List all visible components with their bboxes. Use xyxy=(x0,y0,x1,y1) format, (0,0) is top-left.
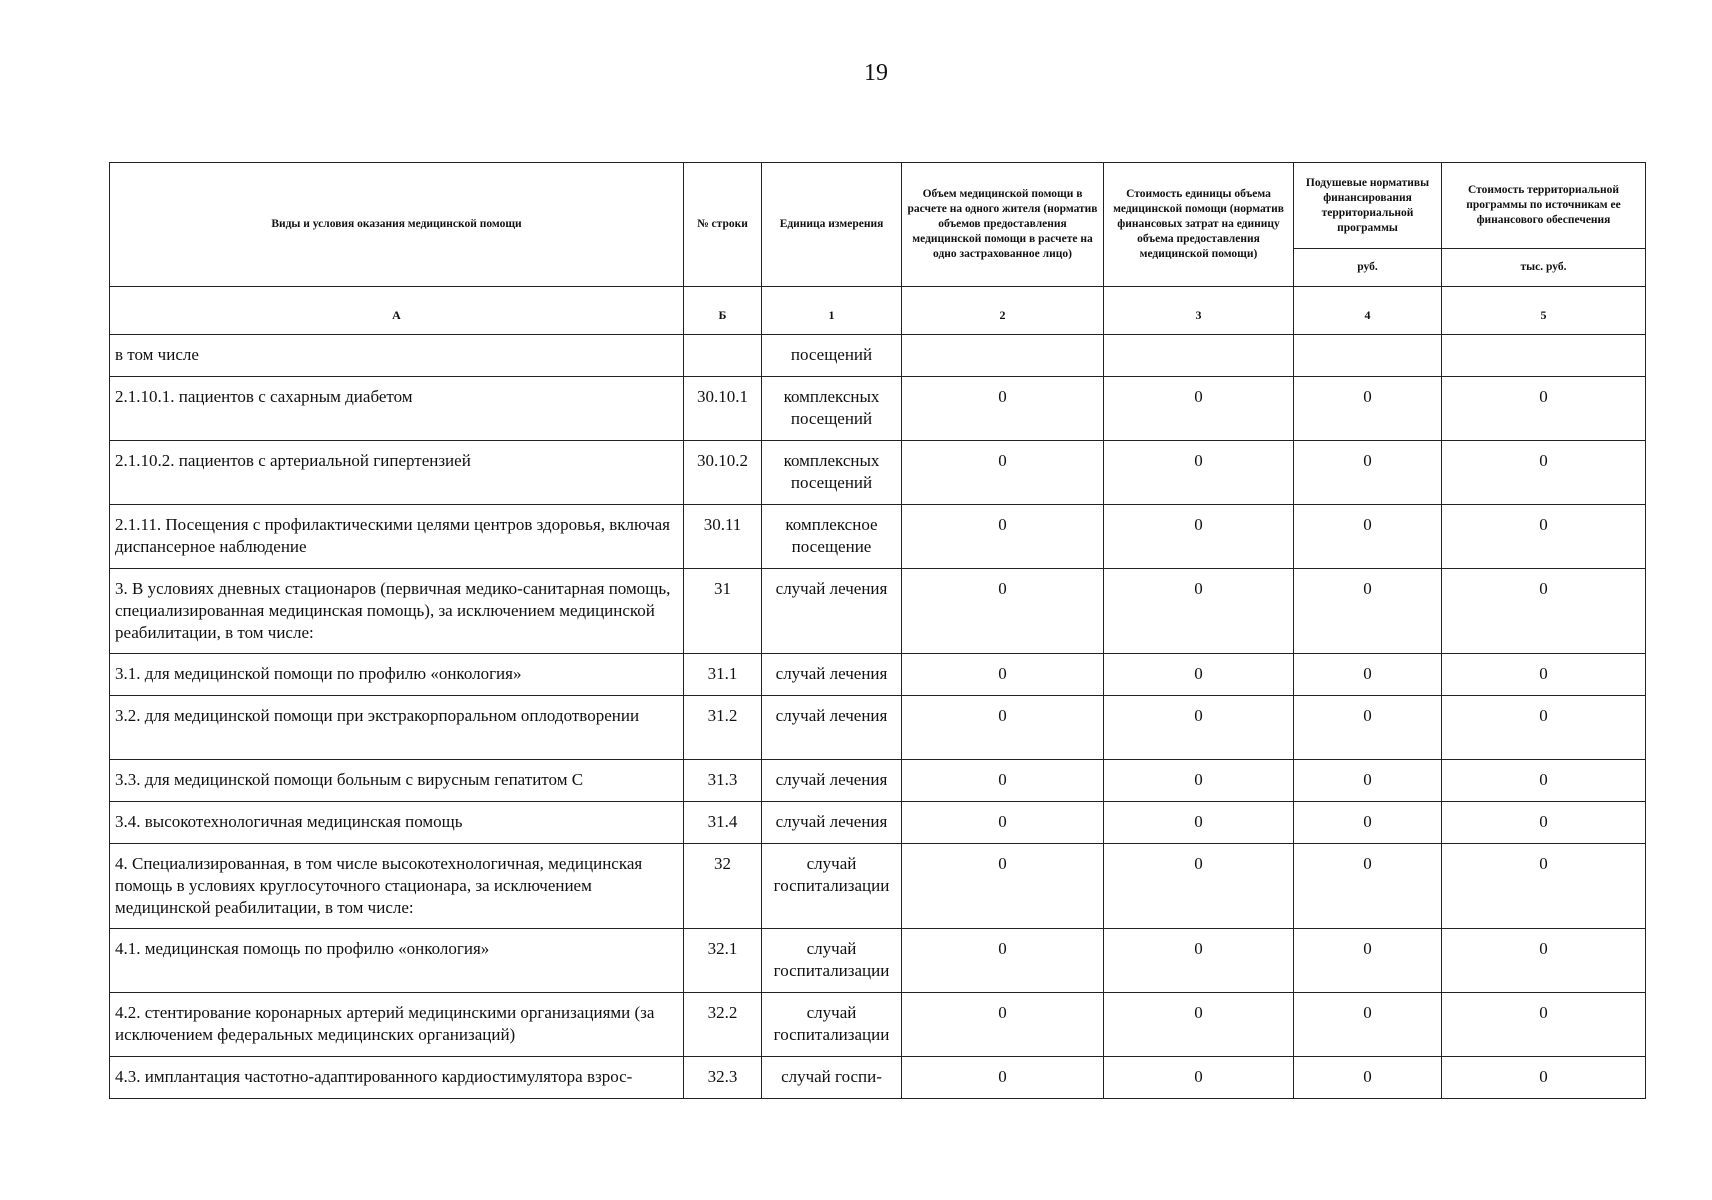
column-number: 3 xyxy=(1104,287,1294,335)
row-unit-cost: 0 xyxy=(1104,505,1294,569)
row-unit: посещений xyxy=(762,335,902,377)
row-unit: случай госпитализации xyxy=(762,844,902,929)
row-per-capita: 0 xyxy=(1294,441,1442,505)
table-row xyxy=(110,569,1646,654)
row-program-cost: 0 xyxy=(1442,844,1646,929)
row-program-cost: 0 xyxy=(1442,1057,1646,1099)
row-unit: комплексных посещений xyxy=(762,441,902,505)
row-unit-cost: 0 xyxy=(1104,441,1294,505)
row-name: 4.3. имплантация частотно-адаптированного кардиостимулятора взрос- xyxy=(110,1057,684,1099)
row-number: 31.1 xyxy=(684,654,762,696)
row-per-capita: 0 xyxy=(1294,929,1442,993)
row-unit-cost: 0 xyxy=(1104,802,1294,844)
row-program-cost: 0 xyxy=(1442,760,1646,802)
row-number: 32.1 xyxy=(684,929,762,993)
row-number: 30.11 xyxy=(684,505,762,569)
row-unit-cost: 0 xyxy=(1104,1057,1294,1099)
table-row xyxy=(110,441,1646,505)
row-name: 3.3. для медицинской помощи больным с вирусным гепатитом С xyxy=(110,760,684,802)
column-number: 2 xyxy=(902,287,1104,335)
table-row xyxy=(110,335,1646,377)
row-number: 31 xyxy=(684,569,762,654)
row-unit: случай лечения xyxy=(762,654,902,696)
row-per-capita: 0 xyxy=(1294,696,1442,760)
row-unit-cost: 0 xyxy=(1104,569,1294,654)
row-volume xyxy=(902,335,1104,377)
row-unit-cost: 0 xyxy=(1104,760,1294,802)
row-volume: 0 xyxy=(902,760,1104,802)
row-per-capita: 0 xyxy=(1294,802,1442,844)
row-name: 3.1. для медицинской помощи по профилю «онкология» xyxy=(110,654,684,696)
row-program-cost xyxy=(1442,335,1646,377)
row-unit-cost: 0 xyxy=(1104,377,1294,441)
row-number: 32.2 xyxy=(684,993,762,1057)
row-unit: случай лечения xyxy=(762,569,902,654)
row-per-capita: 0 xyxy=(1294,505,1442,569)
column-number: А xyxy=(110,287,684,335)
row-per-capita: 0 xyxy=(1294,844,1442,929)
column-number: 5 xyxy=(1442,287,1646,335)
row-unit: случай госпи- xyxy=(762,1057,902,1099)
row-name: 3.4. высокотехнологичная медицинская помощь xyxy=(110,802,684,844)
row-volume: 0 xyxy=(902,929,1104,993)
header-unit-rub: руб. xyxy=(1294,249,1442,287)
table-row xyxy=(110,802,1646,844)
row-volume: 0 xyxy=(902,1057,1104,1099)
row-unit-cost: 0 xyxy=(1104,696,1294,760)
row-name: 4. Специализированная, в том числе высокотехнологичная, медицинская помощь в условиях круглосуточного стационара, за исключением медицинской реабилитации, в том числе: xyxy=(110,844,684,929)
row-unit-cost: 0 xyxy=(1104,993,1294,1057)
table-row xyxy=(110,654,1646,696)
row-unit: случай лечения xyxy=(762,802,902,844)
column-number-row xyxy=(110,287,1646,335)
row-name: 3. В условиях дневных стационаров (первичная медико-санитарная помощь, специализированная медицинская помощь), за исключением медицинской реабилитации, в том числе: xyxy=(110,569,684,654)
row-name: 2.1.10.1. пациентов с сахарным диабетом xyxy=(110,377,684,441)
row-name: в том числе xyxy=(110,335,684,377)
row-unit: случай лечения xyxy=(762,760,902,802)
row-volume: 0 xyxy=(902,505,1104,569)
row-volume: 0 xyxy=(902,844,1104,929)
header-unit-thousand-rub: тыс. руб. xyxy=(1442,249,1646,287)
page-number: 19 xyxy=(864,60,888,86)
header-care-types: Виды и условия оказания медицинской помощи xyxy=(110,163,684,287)
row-name: 2.1.10.2. пациентов с артериальной гипертензией xyxy=(110,441,684,505)
row-volume: 0 xyxy=(902,654,1104,696)
table-row xyxy=(110,993,1646,1057)
table-row xyxy=(110,696,1646,760)
row-number: 31.2 xyxy=(684,696,762,760)
row-volume: 0 xyxy=(902,802,1104,844)
table-row xyxy=(110,760,1646,802)
table-row xyxy=(110,929,1646,993)
row-unit: случай госпитализации xyxy=(762,993,902,1057)
row-volume: 0 xyxy=(902,377,1104,441)
row-name: 3.2. для медицинской помощи при экстракорпоральном оплодотворении xyxy=(110,696,684,760)
row-program-cost: 0 xyxy=(1442,993,1646,1057)
column-number: Б xyxy=(684,287,762,335)
table-row xyxy=(110,377,1646,441)
row-number: 32 xyxy=(684,844,762,929)
row-number: 31.3 xyxy=(684,760,762,802)
header-unit: Единица измерения xyxy=(762,163,902,287)
row-program-cost: 0 xyxy=(1442,696,1646,760)
column-number: 1 xyxy=(762,287,902,335)
row-unit: случай госпитализации xyxy=(762,929,902,993)
row-volume: 0 xyxy=(902,441,1104,505)
row-name: 2.1.11. Посещения с профилактическими целями центров здоровья, включая диспансерное наблюдение xyxy=(110,505,684,569)
row-program-cost: 0 xyxy=(1442,377,1646,441)
row-program-cost: 0 xyxy=(1442,654,1646,696)
row-per-capita: 0 xyxy=(1294,993,1442,1057)
row-per-capita: 0 xyxy=(1294,654,1442,696)
row-unit: комплексных посещений xyxy=(762,377,902,441)
row-per-capita: 0 xyxy=(1294,1057,1442,1099)
row-unit: случай лечения xyxy=(762,696,902,760)
row-per-capita: 0 xyxy=(1294,377,1442,441)
row-unit-cost: 0 xyxy=(1104,654,1294,696)
row-program-cost: 0 xyxy=(1442,802,1646,844)
row-unit: комплексное посещение xyxy=(762,505,902,569)
row-program-cost: 0 xyxy=(1442,441,1646,505)
header-row-number: № строки xyxy=(684,163,762,287)
row-name: 4.1. медицинская помощь по профилю «онкология» xyxy=(110,929,684,993)
row-unit-cost: 0 xyxy=(1104,929,1294,993)
row-number: 30.10.1 xyxy=(684,377,762,441)
header-program-cost: Стоимость территориальной программы по источникам ее финансового обеспечения xyxy=(1442,163,1646,249)
row-number: 32.3 xyxy=(684,1057,762,1099)
financing-table xyxy=(109,162,1646,1099)
row-unit-cost xyxy=(1104,335,1294,377)
row-volume: 0 xyxy=(902,993,1104,1057)
row-program-cost: 0 xyxy=(1442,569,1646,654)
row-volume: 0 xyxy=(902,569,1104,654)
row-volume: 0 xyxy=(902,696,1104,760)
column-number: 4 xyxy=(1294,287,1442,335)
row-per-capita: 0 xyxy=(1294,760,1442,802)
row-unit-cost: 0 xyxy=(1104,844,1294,929)
header-unit-cost: Стоимость единицы объема медицинской помощи (норматив финансовых затрат на единицу объема предоставления медицинской помощи) xyxy=(1104,163,1294,287)
row-program-cost: 0 xyxy=(1442,929,1646,993)
header-volume: Объем медицинской помощи в расчете на одного жителя (норматив объемов предоставления медицинской помощи в расчете на одно застрахованное лицо) xyxy=(902,163,1104,287)
row-per-capita xyxy=(1294,335,1442,377)
table-row xyxy=(110,844,1646,929)
row-number xyxy=(684,335,762,377)
table-row xyxy=(110,505,1646,569)
row-number: 30.10.2 xyxy=(684,441,762,505)
row-number: 31.4 xyxy=(684,802,762,844)
header-per-capita: Подушевые нормативы финансирования территориальной программы xyxy=(1294,163,1442,249)
row-per-capita: 0 xyxy=(1294,569,1442,654)
row-name: 4.2. стентирование коронарных артерий медицинскими организациями (за исключением федеральных медицинских организаций) xyxy=(110,993,684,1057)
table-row xyxy=(110,1057,1646,1099)
row-program-cost: 0 xyxy=(1442,505,1646,569)
